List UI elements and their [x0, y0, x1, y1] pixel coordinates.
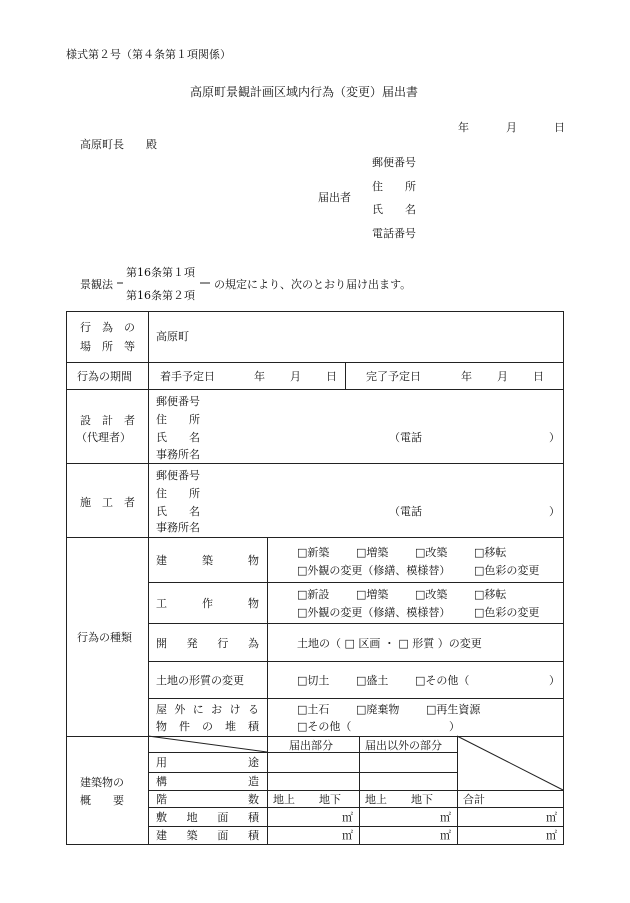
- designer-label-1: 設 計 者: [80, 414, 135, 427]
- floors-below-submitted[interactable]: 地下: [319, 793, 341, 806]
- building-extend-checkbox[interactable]: □増築: [356, 546, 389, 559]
- location-label-1: 行 為 の: [80, 321, 135, 334]
- outdoor-stone-checkbox[interactable]: □土石: [297, 703, 330, 716]
- period-end-day[interactable]: 日: [533, 370, 544, 383]
- period-end-label: 完了予定日: [366, 370, 421, 383]
- overview-row-floors: 階 数: [156, 793, 259, 806]
- designer-office[interactable]: 事務所名: [156, 448, 200, 461]
- structure-color-checkbox[interactable]: □色彩の変更: [474, 606, 540, 619]
- building-new-checkbox[interactable]: □新築: [297, 546, 330, 559]
- notifier-address: 住 所: [372, 180, 416, 193]
- outdoor-other-close: ）: [449, 720, 460, 733]
- overview-row-structure: 構 造: [156, 775, 259, 788]
- form-number: 様式第２号（第４条第１項関係）: [66, 48, 231, 61]
- period-end-month[interactable]: 月: [497, 370, 508, 383]
- location-label-2: 場 所 等: [80, 340, 135, 353]
- site-area-unit-other[interactable]: ㎡: [440, 811, 451, 824]
- notifier-phone: 電話番号: [372, 227, 416, 240]
- outdoor-label-1: 屋 外 に お け る: [156, 703, 259, 716]
- land-change-label: 土地の形質の変更: [156, 674, 244, 687]
- floors-above-other[interactable]: 地上: [365, 793, 387, 806]
- law-clause-1: 第16条第１項: [126, 266, 195, 279]
- overview-col-submitted: 届出部分: [289, 739, 333, 752]
- designer-phone-open[interactable]: （電話: [389, 431, 422, 444]
- designer-label-2: （代理者）: [76, 431, 131, 444]
- overview-col-other: 届出以外の部分: [365, 739, 442, 752]
- building-label: 建 築 物: [156, 554, 259, 567]
- contractor-address[interactable]: 住 所: [156, 487, 200, 500]
- land-fill-checkbox[interactable]: □盛土: [356, 674, 389, 687]
- building-area-unit-other[interactable]: ㎡: [440, 829, 451, 842]
- land-other-checkbox[interactable]: □その他（: [415, 674, 470, 687]
- contractor-office[interactable]: 事務所名: [156, 521, 200, 534]
- period-start-month[interactable]: 月: [290, 370, 301, 383]
- floors-above-submitted[interactable]: 地上: [273, 793, 295, 806]
- contractor-postal[interactable]: 郵便番号: [156, 469, 200, 482]
- building-area-unit-submitted[interactable]: ㎡: [342, 829, 353, 842]
- notifier-name: 氏 名: [372, 203, 416, 216]
- designer-phone-close: ）: [549, 431, 560, 444]
- structure-exterior-checkbox[interactable]: □外観の変更（修繕、模様替）: [297, 606, 451, 619]
- period-start-year[interactable]: 年: [254, 370, 265, 383]
- development-options[interactable]: 土地の（ □ 区画 ・ □ 形質 ）の変更: [297, 637, 482, 650]
- building-area-unit-total[interactable]: ㎡: [546, 829, 557, 842]
- overview-row-building-area: 建 築 面 積: [156, 829, 259, 842]
- floors-total[interactable]: 合計: [463, 793, 485, 806]
- period-start-label: 着手予定日: [160, 370, 215, 383]
- outdoor-label-2: 物 件 の 堆 積: [156, 720, 259, 733]
- overview-row-site-area: 敷 地 面 積: [156, 811, 259, 824]
- date-month: 月: [506, 121, 517, 134]
- site-area-unit-submitted[interactable]: ㎡: [342, 811, 353, 824]
- notifier-postal: 郵便番号: [372, 156, 416, 169]
- page-title: 高原町景観計画区域内行為（変更）届出書: [190, 85, 419, 99]
- overview-row-use: 用 途: [156, 756, 259, 769]
- development-label: 開 発 行 為: [156, 637, 259, 650]
- notifier-label: 届出者: [318, 191, 351, 204]
- building-move-checkbox[interactable]: □移転: [474, 546, 507, 559]
- designer-name[interactable]: 氏 名: [156, 431, 200, 444]
- structure-rebuild-checkbox[interactable]: □改築: [415, 588, 448, 601]
- outdoor-waste-checkbox[interactable]: □廃棄物: [356, 703, 400, 716]
- contractor-name[interactable]: 氏 名: [156, 505, 200, 518]
- period-end-year[interactable]: 年: [461, 370, 472, 383]
- date-day: 日: [554, 121, 565, 134]
- site-area-unit-total[interactable]: ㎡: [546, 811, 557, 824]
- structure-extend-checkbox[interactable]: □増築: [356, 588, 389, 601]
- addressee: 高原町長 殿: [80, 138, 157, 151]
- building-exterior-checkbox[interactable]: □外観の変更（修繕、模様替）: [297, 564, 451, 577]
- contractor-phone-open[interactable]: （電話: [389, 505, 422, 518]
- land-other-close: ）: [549, 674, 560, 687]
- law-name: 景観法: [80, 278, 113, 291]
- contractor-label: 施 工 者: [80, 496, 135, 509]
- location-value[interactable]: 高原町: [156, 330, 189, 343]
- overview-label-2: 概 要: [80, 794, 124, 807]
- structure-label: 工 作 物: [156, 597, 259, 610]
- building-color-checkbox[interactable]: □色彩の変更: [474, 564, 540, 577]
- outdoor-recycle-checkbox[interactable]: □再生資源: [426, 703, 481, 716]
- date-year: 年: [458, 121, 469, 134]
- outdoor-other-checkbox[interactable]: □その他（: [297, 720, 352, 733]
- contractor-phone-close: ）: [549, 505, 560, 518]
- law-clause-2: 第16条第２項: [126, 289, 195, 302]
- building-rebuild-checkbox[interactable]: □改築: [415, 546, 448, 559]
- designer-address[interactable]: 住 所: [156, 413, 200, 426]
- law-text: の規定により、次のとおり届け出ます。: [214, 278, 412, 291]
- structure-new-checkbox[interactable]: □新設: [297, 588, 330, 601]
- designer-postal[interactable]: 郵便番号: [156, 395, 200, 408]
- action-type-label: 行為の種類: [77, 631, 132, 644]
- period-label: 行為の期間: [77, 370, 132, 383]
- period-start-day[interactable]: 日: [326, 370, 337, 383]
- land-cut-checkbox[interactable]: □切土: [297, 674, 330, 687]
- structure-move-checkbox[interactable]: □移転: [474, 588, 507, 601]
- floors-below-other[interactable]: 地下: [411, 793, 433, 806]
- overview-label-1: 建築物の: [80, 776, 124, 789]
